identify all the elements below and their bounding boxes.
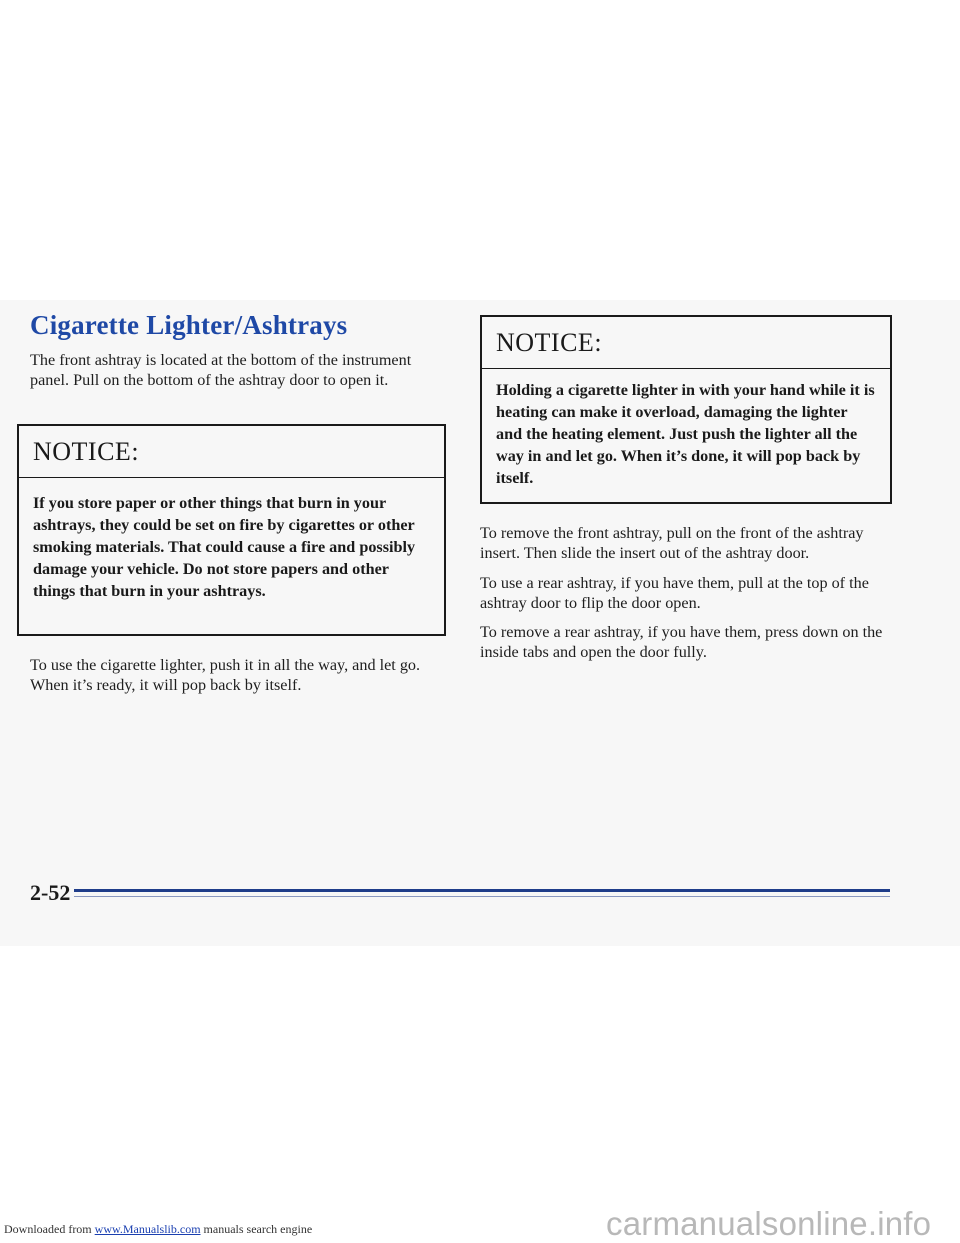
notice-box-lighter <box>480 315 892 504</box>
notice-box-storage <box>17 424 446 636</box>
remove-front-paragraph: To remove the front ashtray, pull on the front of the ashtray insert. Then slide the insert out of the ashtray door. <box>480 524 864 562</box>
page-number: 2-52 <box>30 880 71 905</box>
manualslib-link[interactable]: www.Manualslib.com <box>94 1222 201 1236</box>
footer-rule-thin <box>74 896 890 897</box>
page-title: Cigarette Lighter/Ashtrays <box>30 310 348 340</box>
footer-rule <box>74 889 890 892</box>
watermark-text: carmanualsonline.info <box>606 1205 932 1242</box>
download-footer <box>4 1222 312 1237</box>
download-prefix: Downloaded from <box>4 1222 95 1236</box>
download-suffix: manuals search engine <box>200 1222 313 1236</box>
lighter-paragraph: To use the cigarette lighter, push it in all the way, and let go. When it’s ready, it will pop back by itself. <box>30 656 421 694</box>
rear-use-paragraph: To use a rear ashtray, if you have them, pull at the top of the ashtray door to flip the door open. <box>480 574 869 612</box>
notice-body: Holding a cigarette lighter in with your hand while it is heating can make it overload, damaging the lighter and the heating element. Just push the lighter all the way in and let go. When it’s done, it will pop back by itself. <box>496 381 875 487</box>
notice-heading: NOTICE: <box>19 426 444 478</box>
notice-body: If you store paper or other things that burn in your ashtrays, they could be set on fire by cigarettes or other smoking materials. That could cause a fire and possibly damage your vehicle. Do not store papers and other things that burn in your ashtrays. <box>33 494 416 600</box>
rear-remove-paragraph: To remove a rear ashtray, if you have them, press down on the inside tabs and open the door fully. <box>480 623 883 661</box>
intro-paragraph: The front ashtray is located at the bottom of the instrument panel. Pull on the bottom of the ashtray door to open it. <box>30 351 412 389</box>
notice-heading: NOTICE: <box>482 317 890 369</box>
